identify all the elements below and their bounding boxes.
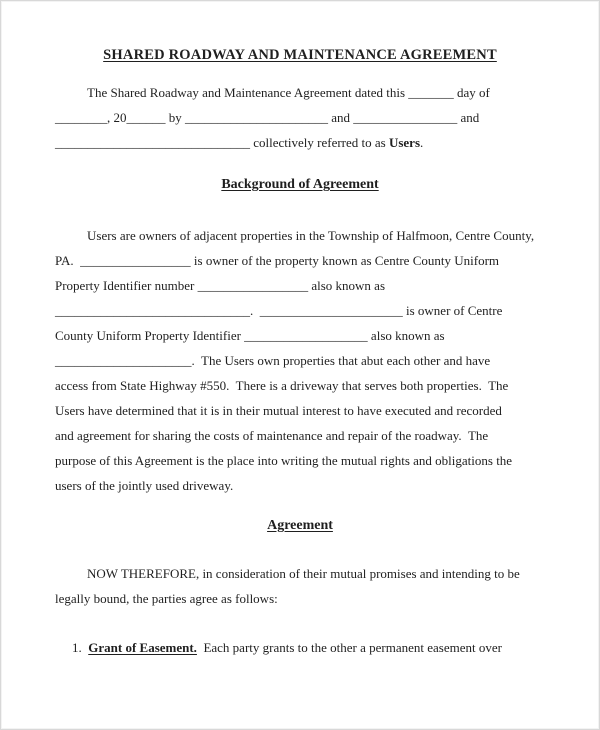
text-segment: . xyxy=(420,135,424,150)
blank-fill-field: ______________________________ collectively referred to as xyxy=(55,135,389,150)
text-line xyxy=(55,448,545,473)
text-segment: Property Identifier number _________________ also known as xyxy=(55,278,386,293)
text-segment: 1. xyxy=(72,640,89,655)
text-line xyxy=(55,373,545,398)
text-line xyxy=(55,635,545,660)
text-line xyxy=(55,323,545,348)
document-page xyxy=(1,46,599,660)
clause-grant-of-easement xyxy=(55,635,545,660)
text-segment: and agreement for sharing the costs of maintenance and repair of the roadway. The xyxy=(55,428,489,443)
text-line xyxy=(55,586,545,611)
blank-fill-field: ________, 20______ by ______________________ and ________________ and xyxy=(55,110,480,125)
blank-fill-field: _____________________. The Users own properties that abut each other and have xyxy=(55,353,491,368)
text-line xyxy=(55,130,545,155)
text-line xyxy=(55,398,545,423)
text-segment: NOW THEREFORE, in consideration of their mutual promises and intending to be xyxy=(87,566,520,581)
text-line xyxy=(55,348,545,373)
text-line xyxy=(55,473,545,498)
text-line xyxy=(55,80,545,105)
text-segment: Each party grants to the other a permanent easement over xyxy=(196,640,502,655)
text-segment: Users are owners of adjacent properties in the Township of Halfmoon, Centre County, xyxy=(87,228,535,243)
section-heading-background-of-agreement: Background of Agreement xyxy=(221,177,379,192)
text-segment: legally bound, the parties agree as follows: xyxy=(55,591,278,606)
text-line xyxy=(55,105,545,130)
text-segment: County Uniform Property Identifier ___________________ also known as xyxy=(55,328,445,343)
now-therefore-paragraph xyxy=(55,561,545,611)
text-segment: purpose of this Agreement is the place into writing the mutual rights and obligations the xyxy=(55,453,513,468)
text-segment: Users xyxy=(388,135,421,150)
document-title: SHARED ROADWAY AND MAINTENANCE AGREEMENT xyxy=(103,47,497,63)
text-segment: The Shared Roadway and Maintenance Agreement dated this _______ day of xyxy=(87,85,490,100)
section-heading-agreement: Agreement xyxy=(267,518,333,533)
text-segment: users of the jointly used driveway. xyxy=(55,478,234,493)
text-segment: access from State Highway #550. There is a driveway that serves both properties. The xyxy=(55,378,509,393)
text-line xyxy=(55,248,545,273)
text-line xyxy=(55,273,545,298)
text-segment: PA. _________________ is owner of the property known as Centre County Uniform xyxy=(55,253,500,268)
text-segment: Users have determined that it is in their mutual interest to have executed and recorded xyxy=(55,403,502,418)
text-line xyxy=(55,423,545,448)
background-paragraph xyxy=(55,223,545,498)
blank-fill-field: ______________________________. ______________________ is owner of Centre xyxy=(55,303,503,318)
intro-paragraph xyxy=(55,80,545,155)
text-line xyxy=(55,298,545,323)
text-line xyxy=(55,561,545,586)
text-line xyxy=(55,223,545,248)
text-segment: Grant of Easement. xyxy=(88,640,197,655)
